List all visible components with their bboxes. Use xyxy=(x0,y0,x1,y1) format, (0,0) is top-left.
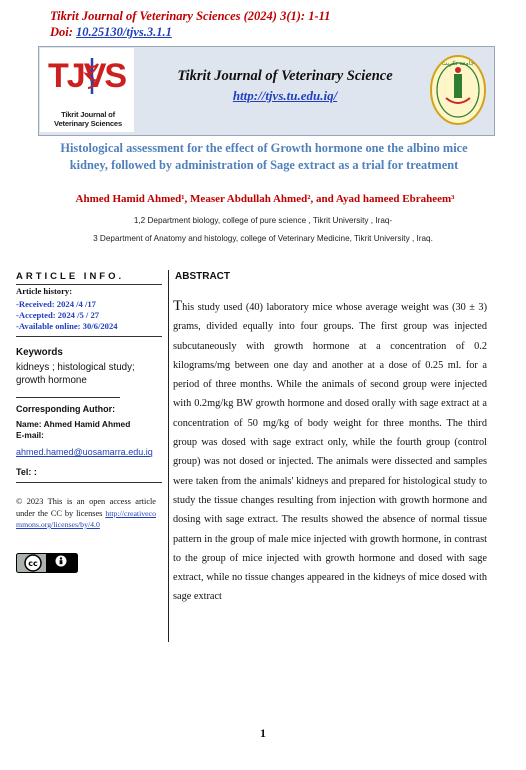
article-history-label: Article history: xyxy=(16,286,73,296)
journal-title: Tikrit Journal of Veterinary Science xyxy=(177,68,393,84)
received-date: -Received: 2024 /4 /17 xyxy=(16,299,96,309)
abstract-heading: ABSTRACT xyxy=(175,271,230,282)
license-text: © 2023 This is an open access article under the CC by licenses xyxy=(16,497,156,518)
contact-divider xyxy=(16,482,162,483)
doi-label: Doi: xyxy=(50,25,73,39)
page-number: 1 xyxy=(260,726,266,740)
paper-title: Histological assessment for the effect of Growth hormone one the albino mice kidney, followed by administration of Sage extract as a trial for treatment xyxy=(60,141,468,172)
journal-logo xyxy=(40,48,134,132)
column-divider xyxy=(168,270,169,642)
keywords-label: Keywords xyxy=(16,347,63,358)
article-info-divider xyxy=(16,284,162,285)
citation-line: Tikrit Journal of Veterinary Sciences (2024) 3(1): 1-11 xyxy=(50,9,331,23)
article-info-heading: ARTICLE INFO. xyxy=(16,271,125,282)
affiliation-2: 3 Department of Anatomy and histology, college of Veterinary Medicine, Tikrit University , Iraq. xyxy=(93,234,433,243)
author-email-link[interactable]: ahmed.hamed@uosamarra.edu.iq xyxy=(16,447,153,457)
license-block xyxy=(16,496,156,531)
tel-label: Tel: : xyxy=(16,467,37,477)
abstract-body xyxy=(173,297,487,607)
cc-by-icon xyxy=(16,553,78,573)
doi-link[interactable]: 10.25130/tjvs.3.1.1 xyxy=(76,25,172,39)
seal-caption: جامعة تكريت xyxy=(441,60,475,67)
email-label: E-mail: xyxy=(16,430,44,440)
paper-authors: Ahmed Hamid Ahmed¹, Measer Abdullah Ahmed², and Ayad hameed Ebraheem³ xyxy=(75,193,455,205)
keywords-list: kidneys ; histological study; growth hormone xyxy=(16,362,135,386)
keywords-divider xyxy=(16,397,120,398)
abstract-dropcap: T xyxy=(173,298,183,314)
corresponding-author-label: Corresponding Author: xyxy=(16,404,116,414)
available-date: -Available online: 30/6/2024 xyxy=(16,321,118,331)
svg-text:cc: cc xyxy=(28,559,38,568)
university-seal xyxy=(428,52,488,128)
journal-url-link[interactable]: http://tjvs.tu.edu.iq/ xyxy=(232,88,338,103)
license-link[interactable]: http://creativecommons.org/licenses/by/4.0 xyxy=(16,508,156,529)
history-divider xyxy=(16,336,162,337)
cc-by-badge xyxy=(16,553,78,573)
abstract-text: his study used (40) laboratory mice whose average weight was (30 ± 3) grams, divided equally into four groups. The first group was injected subcutaneously with growth hormone at a concentration of 0.2 kilograms/mg between one day and another at a dose of 0.25 ml. for a period of three months. While the animals of second group were injected with 0.2mg/kg BW growth hormone and dosed orally with sage extract at a concentration of 50 mg/kg of body weight for three months. The third group was dosed with sage extract only, while the fourth group (control group) was not dosed or injected. The animals were dissected and samples were taken from the animals' kidneys and prepared for histological study to study the tissue changes resulting from injection with growth hormone and dosing with sage extract. The results showed the absence of normal tissue pattern in the group of male mice injected with growth hormone, in contrast to the group of mice injected with growth hormone and dosed with sage extract, while no tissue changes appeared in the kidneys of mice dosed with sage extract xyxy=(173,302,487,603)
affiliation-1: 1,2 Department biology, college of pure science , Tikrit University , Iraq- xyxy=(133,216,393,225)
corresponding-author-name: Name: Ahmed Hamid Ahmed xyxy=(16,419,131,429)
tjvs-logo-mark: TJVS xyxy=(48,57,126,95)
journal-url xyxy=(140,88,430,104)
doi-line xyxy=(50,25,172,40)
logo-caption: Tikrit Journal of Veterinary Sciences xyxy=(54,110,122,128)
caduceus-icon xyxy=(82,56,102,96)
accepted-date: -Accepted: 2024 /5 / 27 xyxy=(16,310,100,320)
